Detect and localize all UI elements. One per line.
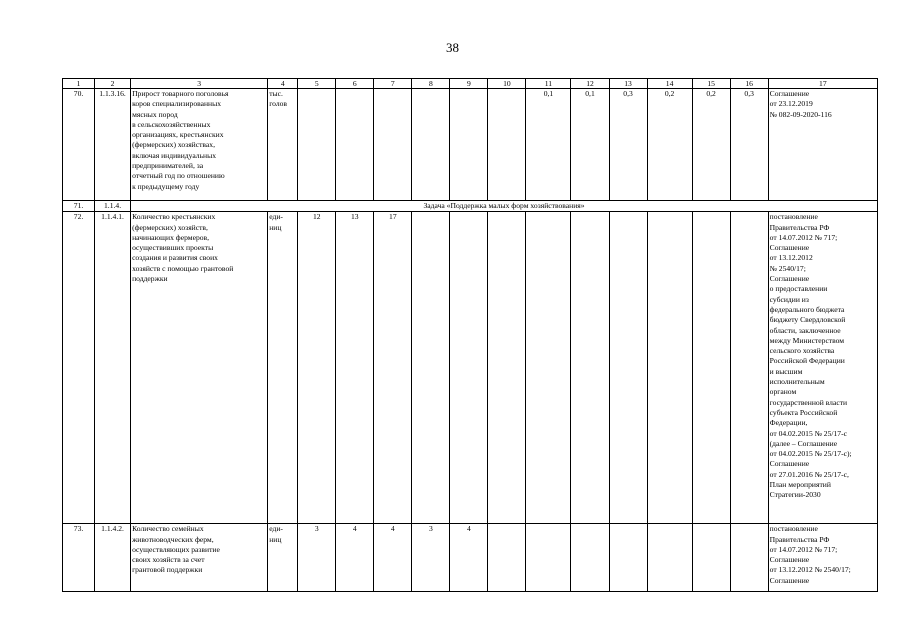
column-header: 12 — [571, 79, 609, 89]
task-title: Задача «Поддержка малых форм хозяйствования» — [131, 201, 878, 212]
table-row — [63, 89, 878, 201]
value-cell — [298, 89, 336, 201]
value-cell: 4 — [374, 524, 412, 592]
value-cell — [571, 212, 609, 524]
value-cell: 12 — [298, 212, 336, 524]
value-cell: 0,1 — [526, 89, 571, 201]
unit: еди- ниц — [268, 212, 298, 524]
table-row — [63, 212, 878, 524]
value-cell — [450, 89, 488, 201]
row-number: 70. — [63, 89, 95, 201]
row-number: 72. — [63, 212, 95, 524]
unit: еди- ниц — [268, 524, 298, 592]
column-header: 14 — [647, 79, 692, 89]
row-code: 1.1.4.1. — [95, 212, 131, 524]
value-cell — [412, 89, 450, 201]
source-document: постановление Правительства РФ от 14.07.2012 № 717; Соглашение от 13.12.2012 № 2540/17; Соглашение — [768, 524, 877, 592]
column-header: 9 — [450, 79, 488, 89]
column-header: 15 — [692, 79, 730, 89]
value-cell — [488, 212, 526, 524]
value-cell — [374, 89, 412, 201]
column-header: 11 — [526, 79, 571, 89]
value-cell — [526, 524, 571, 592]
value-cell: 0,1 — [571, 89, 609, 201]
value-cell: 4 — [450, 524, 488, 592]
value-cell: 0,2 — [647, 89, 692, 201]
value-cell — [571, 524, 609, 592]
value-cell — [488, 524, 526, 592]
indicator-name: Прирост товарного поголовья коров специализированных мясных пород в сельскохозяйственных организациях, крестьянских (фермерских) хозяйствах, включая индивидуальных предпринимателей, за отчетный год по отношению к предыдущему году — [131, 89, 268, 201]
column-header: 10 — [488, 79, 526, 89]
value-cell — [609, 524, 647, 592]
value-cell — [609, 212, 647, 524]
column-header: 6 — [336, 79, 374, 89]
value-cell: 0,2 — [692, 89, 730, 201]
source-document: Соглашение от 23.12.2019 № 082-09-2020-116 — [768, 89, 877, 201]
column-header: 7 — [374, 79, 412, 89]
row-number: 71. — [63, 201, 95, 212]
row-code: 1.1.4.2. — [95, 524, 131, 592]
value-cell — [647, 524, 692, 592]
indicator-name: Количество крестьянских (фермерских) хозяйств, начинающих фермеров, осуществивших проекты создания и развития своих хозяйств с помощью грантовой поддержки — [131, 212, 268, 524]
source-document: постановление Правительства РФ от 14.07.2012 № 717; Соглашение от 13.12.2012 № 2540/17; Соглашение о предоставлении субсидии из федерального бюджета бюджету Свердловской области, заключенное между Министерством сельского хозяйства Российской Федерации и высшим исполнительным органом государственной власти субъекта Российской Федерации, от 04.02.2015 № 25/17-с (далее – Соглашение от 04.02.2015 № 25/17-с); Соглашение от 27.01.2016 № 25/17-с, План мероприятий Стратегии-2030 — [768, 212, 877, 524]
task-row — [63, 201, 878, 212]
column-header: 16 — [730, 79, 768, 89]
value-cell — [488, 89, 526, 201]
column-header: 5 — [298, 79, 336, 89]
column-header: 2 — [95, 79, 131, 89]
column-header: 1 — [63, 79, 95, 89]
column-header: 13 — [609, 79, 647, 89]
value-cell: 3 — [298, 524, 336, 592]
column-header: 8 — [412, 79, 450, 89]
column-header: 17 — [768, 79, 877, 89]
indicators-table — [62, 78, 878, 592]
value-cell — [692, 524, 730, 592]
column-number-row — [63, 79, 878, 89]
value-cell: 3 — [412, 524, 450, 592]
column-header: 3 — [131, 79, 268, 89]
unit: тыс. голов — [268, 89, 298, 201]
value-cell: 4 — [336, 524, 374, 592]
row-code: 1.1.3.16. — [95, 89, 131, 201]
value-cell: 17 — [374, 212, 412, 524]
table-row — [63, 524, 878, 592]
page-number: 38 — [446, 40, 459, 55]
column-header: 4 — [268, 79, 298, 89]
indicator-name: Количество семейных животноводческих ферм, осуществляющих развитие своих хозяйств за счет грантовой поддержки — [131, 524, 268, 592]
value-cell: 0,3 — [730, 89, 768, 201]
value-cell — [526, 212, 571, 524]
row-number: 73. — [63, 524, 95, 592]
value-cell — [450, 212, 488, 524]
value-cell — [336, 89, 374, 201]
value-cell — [412, 212, 450, 524]
value-cell — [730, 212, 768, 524]
value-cell — [730, 524, 768, 592]
row-code: 1.1.4. — [95, 201, 131, 212]
value-cell — [647, 212, 692, 524]
value-cell — [692, 212, 730, 524]
value-cell: 13 — [336, 212, 374, 524]
value-cell: 0,3 — [609, 89, 647, 201]
